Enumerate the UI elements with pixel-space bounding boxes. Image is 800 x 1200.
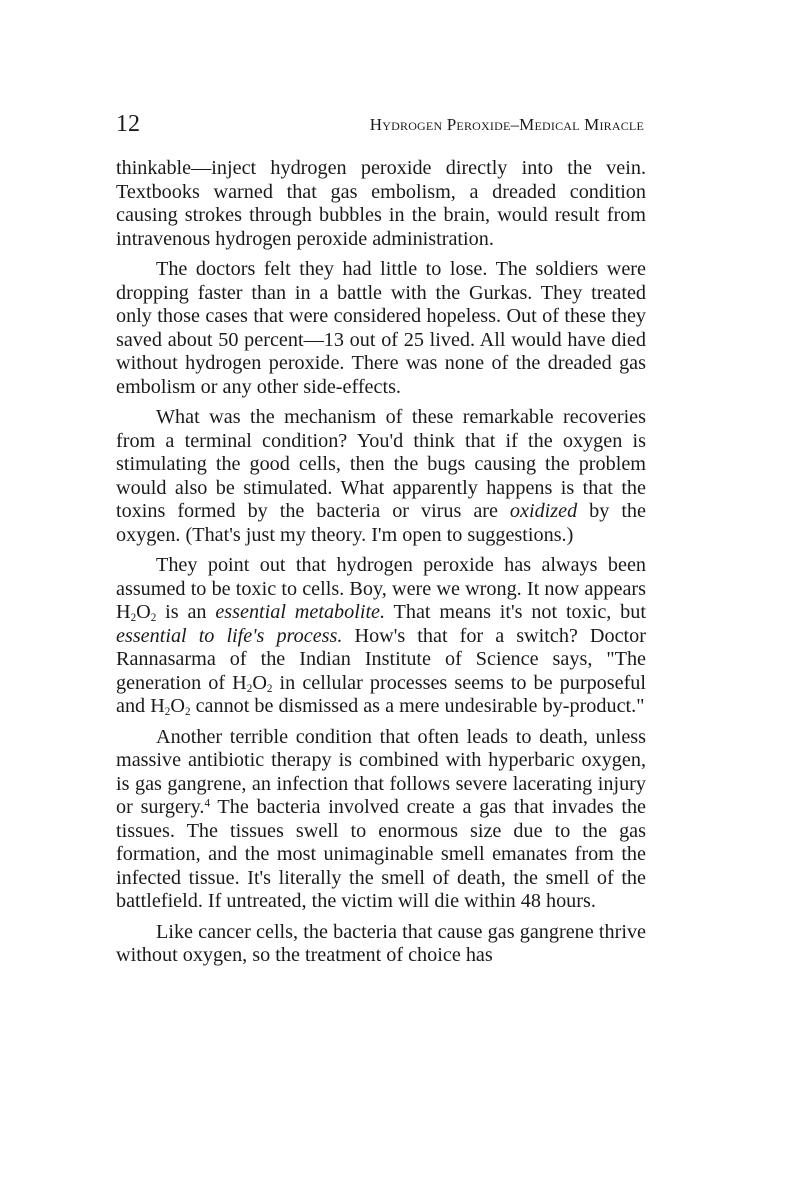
paragraph-4-text-d: How's that for a switch? Doctor Rannasarma of the Indian Institute of Science says, "The generation of	[116, 624, 646, 694]
paragraph-6: Like cancer cells, the bacteria that cause gas gangrene thrive without oxygen, so the treatment of choice has	[116, 920, 646, 966]
running-head	[116, 108, 646, 140]
paragraph-2: The doctors felt they had little to lose. The soldiers were dropping faster than in a battle with the Gurkas. They treated only those cases that were considered hopeless. Out of these they saved about 50 percent—13 out of 25 lived. All would have died without hydrogen peroxide. There was none of the dreaded gas embolism or any other side-effects.	[116, 258, 646, 398]
body-text	[116, 157, 646, 968]
italic-essential-metabolite: essential metabolite.	[215, 601, 386, 623]
paragraph-3-text-b: by the oxygen. (That's just my theory. I'm open to suggestions.)	[116, 500, 646, 546]
formula-h2o2: $H_2O_2$	[116, 601, 157, 624]
paragraph-5	[116, 726, 646, 914]
italic-oxidized: oxidized	[509, 500, 578, 522]
paragraph-4	[116, 554, 646, 719]
paragraph-4-text-e: in cellular processes seems to be purposeful and	[116, 671, 647, 717]
paragraph-4-text-b: is an	[156, 601, 216, 623]
paragraph-5-text-a: Another terrible condition that often leads to death, unless massive antibiotic therapy is combined with hyperbaric oxygen, is gas gangrene, an infection that follows severe lacerating injury or surgery.	[116, 725, 646, 818]
italic-essential-process: essential to life's process.	[116, 624, 343, 647]
paragraph-3-text-a: What was the mechanism of these remarkable recoveries from a terminal condition? You'd think that if the oxygen is stimulating the good cells, then the bugs causing the problem would also be stimulated. What apparently happens is that the toxins formed by the bacteria or virus are	[116, 406, 646, 522]
paragraph-4-text-f: cannot be dismissed as a mere undesirable by-product."	[190, 695, 645, 717]
formula-h2o2: $H_2O_2$	[232, 671, 273, 695]
paragraph-3	[116, 406, 646, 547]
running-title: Hydrogen Peroxide–Medical Miracle	[369, 115, 644, 134]
page-number: 12	[116, 111, 140, 137]
paragraph-5-text-b: The bacteria involved create a gas that invades the tissues. The tissues swell to enormous size due to the gas formation, and the most unimaginable smell emanates from the infected tissue. It's literally the smell of death, the smell of the battlefield. If untreated, the victim will die within 48 hours.	[116, 796, 646, 912]
paragraph-4-text-c: That means it's not toxic, but	[385, 601, 646, 623]
paragraph-4-text-a: They point out that hydrogen peroxide has always been assumed to be toxic to cells. Boy, were we wrong. It now appears	[116, 554, 646, 600]
formula-h2o2: $H_2O_2$	[150, 695, 191, 718]
paragraph-1: thinkable—inject hydrogen peroxide directly into the vein. Textbooks warned that gas embolism, a dreaded condition causing strokes through bubbles in the brain, would result from intravenous hydrogen peroxide administration.	[116, 157, 646, 250]
footnote-marker[interactable]: 4	[204, 797, 211, 810]
